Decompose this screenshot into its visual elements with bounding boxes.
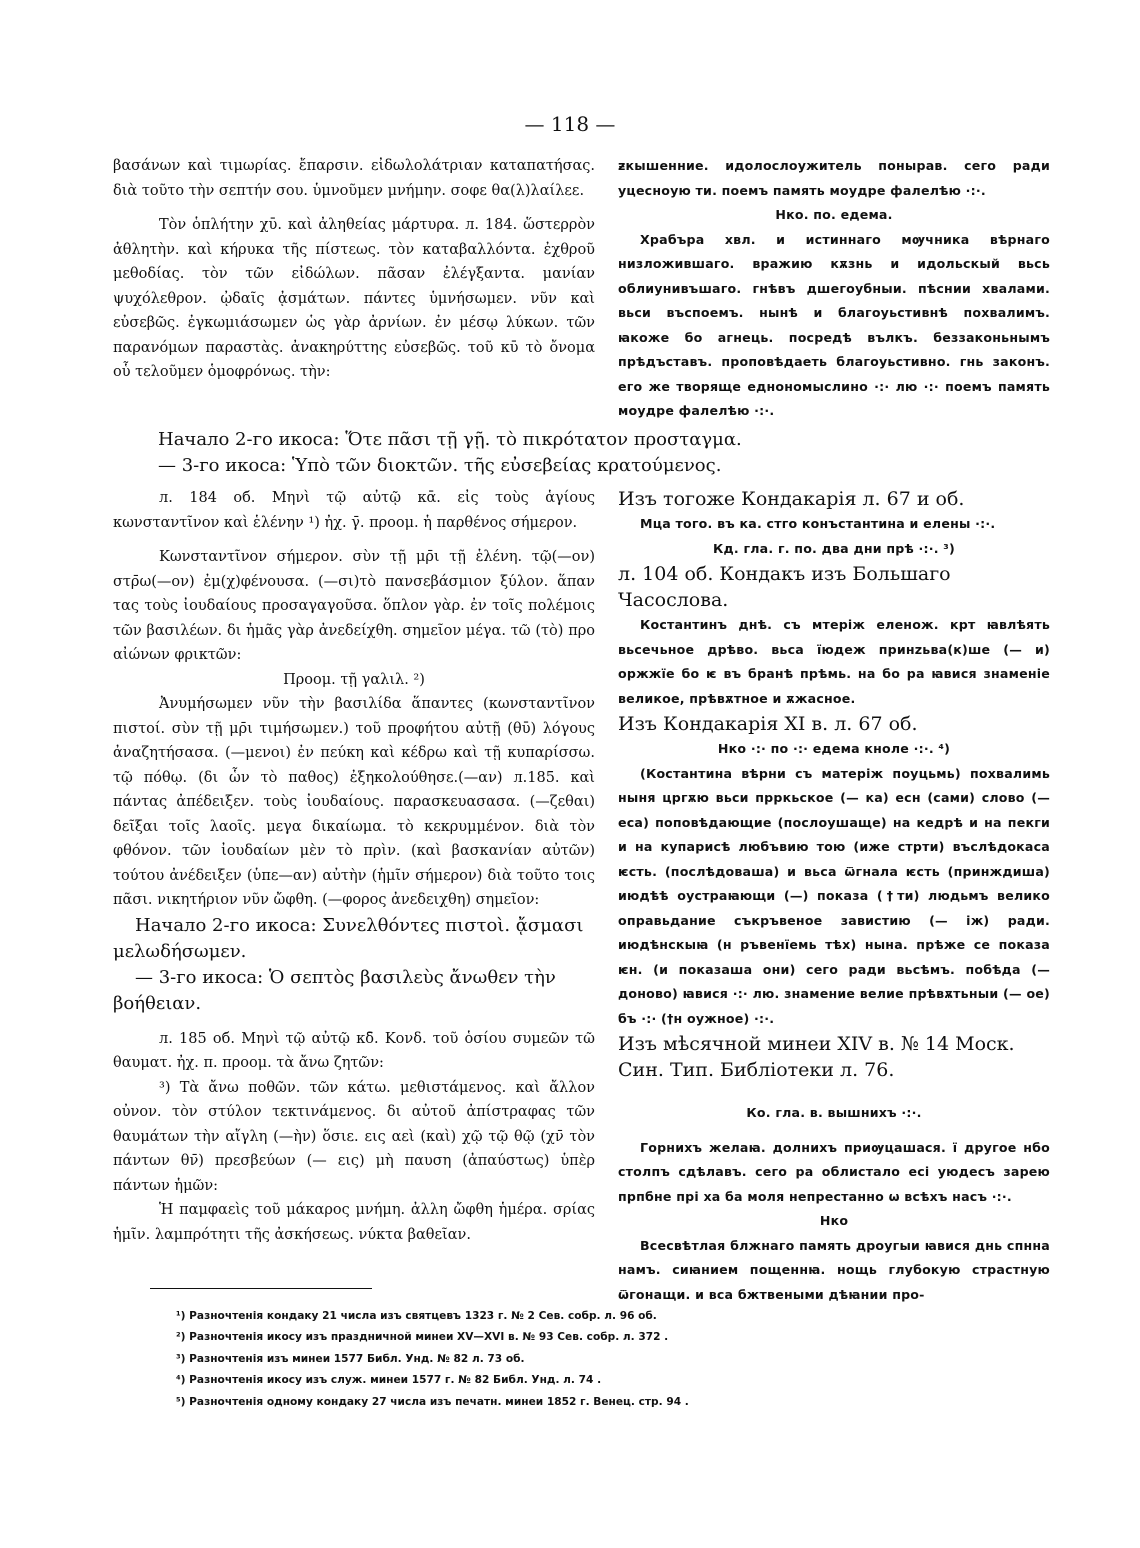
- footnotes: [176, 1306, 1036, 1413]
- slavonic-paragraph: Горнихъ желаꙗ. долнихъ приѹцашася. ї другое нбо столпъ сдѣлавъ. сего ра облистало есі уюдесъ зарею прпбне прі ха ба моля непрестанно ѡ всѣхъ насъ ·:·.: [618, 1139, 1050, 1204]
- source-heading: Изъ мѣсячной минеи XIV в. № 14 Моск. Син. Тип. Библіотеки л. 76.: [618, 1033, 1015, 1081]
- ikos-line: — 3-го икоса: Ὑπὸ τῶν διοκτῶν. τῆς εὐσεβείας κρατούμενος.: [158, 455, 722, 476]
- slavonic-paragraph: ƶкышенние. идолослоужитель понырав. сего ради уцесноую ти. поемъ память моудре фалелѣю ·:·.: [618, 158, 1050, 198]
- slavonic-paragraph: (Костантина вѣрни съ матеріж поуцьмь) похвалимь ныня цргѫю вьси прркьское (— ка) есн (сами) слово (— еса) поповѣдающие (послоушаще) на кедрѣ и на пекги и на купарисѣ любъвию тою (иже стрти) въслѣдокаса ѥсть. (послѣдоваша) и вьса ѿгнала ѥсть (принждиша) июдѣѣ оустраꙗющи (—) показа (†ти) людьмъ велико оправьдание съкръвеное завистию (— іж) ради. июдѣнскыꙗ (н ръвенїемь тѣх) нына. прѣже се показа ѥн. (и показаша они) сего ради вьсѣмъ. побѣда (— доново) ꙗвися ·:· лю. знамение велие прѣвѫтьныи (— ое) бъ ·:· (†н оужное) ·:·.: [618, 765, 1050, 1026]
- source-heading: Изъ Кондакарія XI в. л. 67 об.: [618, 713, 918, 735]
- right-column-bottom: [618, 486, 1050, 1307]
- greek-paragraph: ³) Τὰ ἄνω ποθῶν. τῶν κάτω. μεθιστάμενος. καὶ ἄλλον οὐνον. τὸν στύλον τεκτινάμενος. δι αὐτοῦ ἀπίστραφας τῶν θαυμάτων τὴν αἴγλη (—ὴν) ὅσιε. εις αεὶ (καὶ) χῷ τῷ θῷ (χν̄ τὸν πάντων θν̄) πρεσβεύων (— εις) μὴ παυση (ἀπαύστως) ὑπὲρ πάντων ἡμῶν:: [113, 1079, 595, 1194]
- footnote: ¹) Разночтенія кондаку 21 числа изъ святцевъ 1323 г. № 2 Сев. собр. л. 96 об.: [176, 1310, 657, 1322]
- greek-paragraph: л. 184 об. Μηνὶ τῷ αὐτῷ κᾱ. εἰς τοὺς ἁγίους κωνσταντῖνον καὶ ἑλένην ¹) ἠχ. γ̄. προομ. ἡ παρθένος σήμερον.: [113, 490, 595, 531]
- left-column-top: [113, 154, 595, 385]
- footnote: ⁴) Разночтенія икосу изъ служ. минеи 1577 г. № 82 Библ. Унд. л. 74 .: [176, 1374, 602, 1387]
- greek-paragraph: Ἡ παμφαεὶς τοῦ μάκαρος μνήμη. ἀλλη ὤφθη ἡμέρα. σρίας ἡμῖν. λαμπρότητι τῆς ἀσκήσεως. νύκτα βαθεῖαν.: [113, 1202, 595, 1243]
- center-lines: [158, 427, 1038, 479]
- slavonic-heading: Нко: [819, 1213, 849, 1228]
- greek-paragraph: Κωνσταντῖνον σήμερον. σὺν τῇ μρ̄ι τῇ ἑλένη. τῷ(—ον) στρ̄ω(—ον) ἐμ(χ)φένουσα. (—σι)τὸ πανσεβάσμιον ξύλον. ἅπαν τας τοὺς ἰουδαίους προσαγαγοῦσα. ὅπλον γὰρ. ἐν τοῖς πολέμοις τῶν βασιλέων. δι ἡμᾶς γὰρ ἀνεδείχθη. σημεῖον μέγα. τῶ (τὸ) προ αἰώνων φρικτῶν:: [113, 549, 595, 663]
- source-heading: Изъ тогоже Кондакарія л. 67 и об.: [618, 488, 965, 510]
- footnote: ³) Разночтенія изъ минеи 1577 Библ. Унд. № 82 л. 73 об.: [176, 1352, 525, 1365]
- slavonic-paragraph: Всесвѣтлая блжнаго память дроугыи ꙗвися днь спнна намъ. сиꙗнием пощеннꙗ. нощь глубокую страстную ѿгонащи. и вса бжтвеными дѣꙗнии про-: [618, 1237, 1050, 1302]
- source-heading: л. 104 об. Кондакъ изъ Большаго Часослова.: [618, 563, 951, 611]
- greek-paragraph: βασάνων καὶ τιμωρίας. ἔπαρσιν. εἰδωλολάτριαν καταπατήσας. διὰ τοῦτο τὴν σεπτήν σου. ὑμνοῦμεν μνήμην. σοφε θα(λ)λαίλεε.: [113, 158, 595, 199]
- greek-paragraph: Τὸν ὁπλήτην χῡ. καὶ ἀληθείας μάρτυρα. л. 184. ὥστερρὸν ἀθλητὴν. καὶ κήρυκα τῆς πίστεως. τὸν καταβαλλόντα. ἐχθροῦ μεθοδίας. τὸν τῶν εἰδώλων. πᾶσαν ἐλέγξαντα. μανίαν ψυχόλεθρον. ᾠδαῖς ᾀσμάτων. πάντες ὑμνήσωμεν. νῦν καὶ εὐσεβῶς. ἐγκωμιάσωμεν ὡς γὰρ ἀρνίων. ἐν μέσῳ λύκων. τῶν παρανόμων παραστὰς. ἀνακηρύττης εὐσεβῶς. τοῦ κῡ τὸ ὄνομα οὗ τελοῦμεν ὁμοφρόνως. τὴν:: [113, 217, 595, 380]
- page-number: — 118 —: [524, 112, 616, 136]
- greek-paragraph: Ἀνυμήσωμεν νῦν τὴν βασιλίδα ἅπαντες (κωνσταντῖνον πιστοί. σὺν τῇ μρ̄ι τιμήσωμεν.) τοῦ προφήτου αὐτῇ (θῡ) λόγους ἀναζητήσασα. (—μενοι) ἐν πεύκη καὶ κέδρω καὶ τῇ κυπαρίσσω. τῷ πόθῳ. (δι ὧν τὸ παθος) ἐξηκολούθησε.(—αν) л.185. καὶ πάντας ἀπέδειξεν. τοὺς ἰουδαίους. παρασκευασασα. (—ζεθαι) δεῖξαι τοῖς λαοῖς. μεγα δικαίωμα. τὸ κεκρυμμένον. διὰ τὸν φθόνον. τῶν ἰουδαίων μὲν τὸ πρὶν. (καὶ βασκανίαν αὐτῶν) τούτου ἀνέδειξεν (ὑπε—αν) αὐτὴν (ἡμῖν σήμερον) διὰ τοῦτο τοις πᾶσι. νικητήριον νῦν ὤφθη. (—φορος ἀνεδειχθη) σημεῖον:: [113, 696, 595, 908]
- slavonic-heading: Нко ·:· по ·:· едема кноле ·:·. ⁴): [717, 741, 951, 756]
- footnote-separator: [150, 1288, 372, 1289]
- footnote: ⁵) Разночтенія одному кондаку 27 числа изъ печатн. минеи 1852 г. Венец. стр. 94 .: [176, 1395, 689, 1408]
- slavonic-heading: Нко. по. едема.: [775, 207, 893, 222]
- footnote: ²) Разночтенія икосу изъ праздничной минеи XV—XVI в. № 93 Сев. собр. л. 372 .: [176, 1331, 669, 1344]
- ikos-line: Начало 2-го икоса: Ὅτε πᾶσι τῇ γῇ. τὸ πικρότατον προσταγμα.: [158, 429, 742, 450]
- slavonic-paragraph: Костантинъ днѣ. съ мтеріж еленож. крт ꙗвлѣять вьсечьное дрѣво. вьса їюдеж принzьва(к)ше (— и) оржжїе бо ѥ въ бранѣ прѣмь. на бо ра ꙗвися знаменіе великое, прѣвѫтное и ѫжасное.: [618, 617, 1050, 706]
- slavonic-heading: Кд. гла. г. по. два дни прѣ ·:·. ³): [713, 540, 955, 556]
- right-column-top: [618, 154, 1050, 424]
- slavonic-heading: Ко. гла. в. вышнихъ ·:·.: [746, 1105, 922, 1120]
- left-column-bottom: [113, 486, 595, 1247]
- ikos-line: — 3-го икоса: Ὁ σεπτὸς βασιλεὺς ἄνωθεν τὴν βοήθειαν.: [113, 966, 556, 1014]
- greek-heading: Προομ. τῇ γαλιλ. ²): [283, 671, 425, 688]
- ikos-line: Начало 2-го икоса: Συνελθόντες πιστοὶ. ᾄσμασι μελωδήσωμεν.: [113, 914, 584, 962]
- greek-paragraph: л. 185 об. Μηνὶ τῷ αὐτῷ κδ̄. Κονδ. τοῦ ὁσίου συμεῶν τῶ θαυματ. ἠχ. π. προομ. τὰ ἄνω ζητῶν:: [113, 1030, 595, 1071]
- slavonic-heading: Мца того. въ ка. стго конъстантина и елены ·:·.: [640, 516, 996, 531]
- slavonic-paragraph: Храбъра хвл. и истиннаго мѹчника вѣрнаго низложившаго. вражию кѫзнь и идольскый вьсь облиунивъшаго. гнѣвъ дшегоубныи. пѣснии хвалами. вьси въспоемъ. нынѣ и благоуьстивнѣ похвалимъ. ꙗкоже бо агнець. посредѣ вълкъ. беззаконьнымъ прѣдъставъ. проповѣдаеть благоуьстивно. гнь законъ. его же творяще еднономыслино ·:· лю ·:· поемъ память моудре фалелѣю ·:·.: [618, 231, 1050, 418]
